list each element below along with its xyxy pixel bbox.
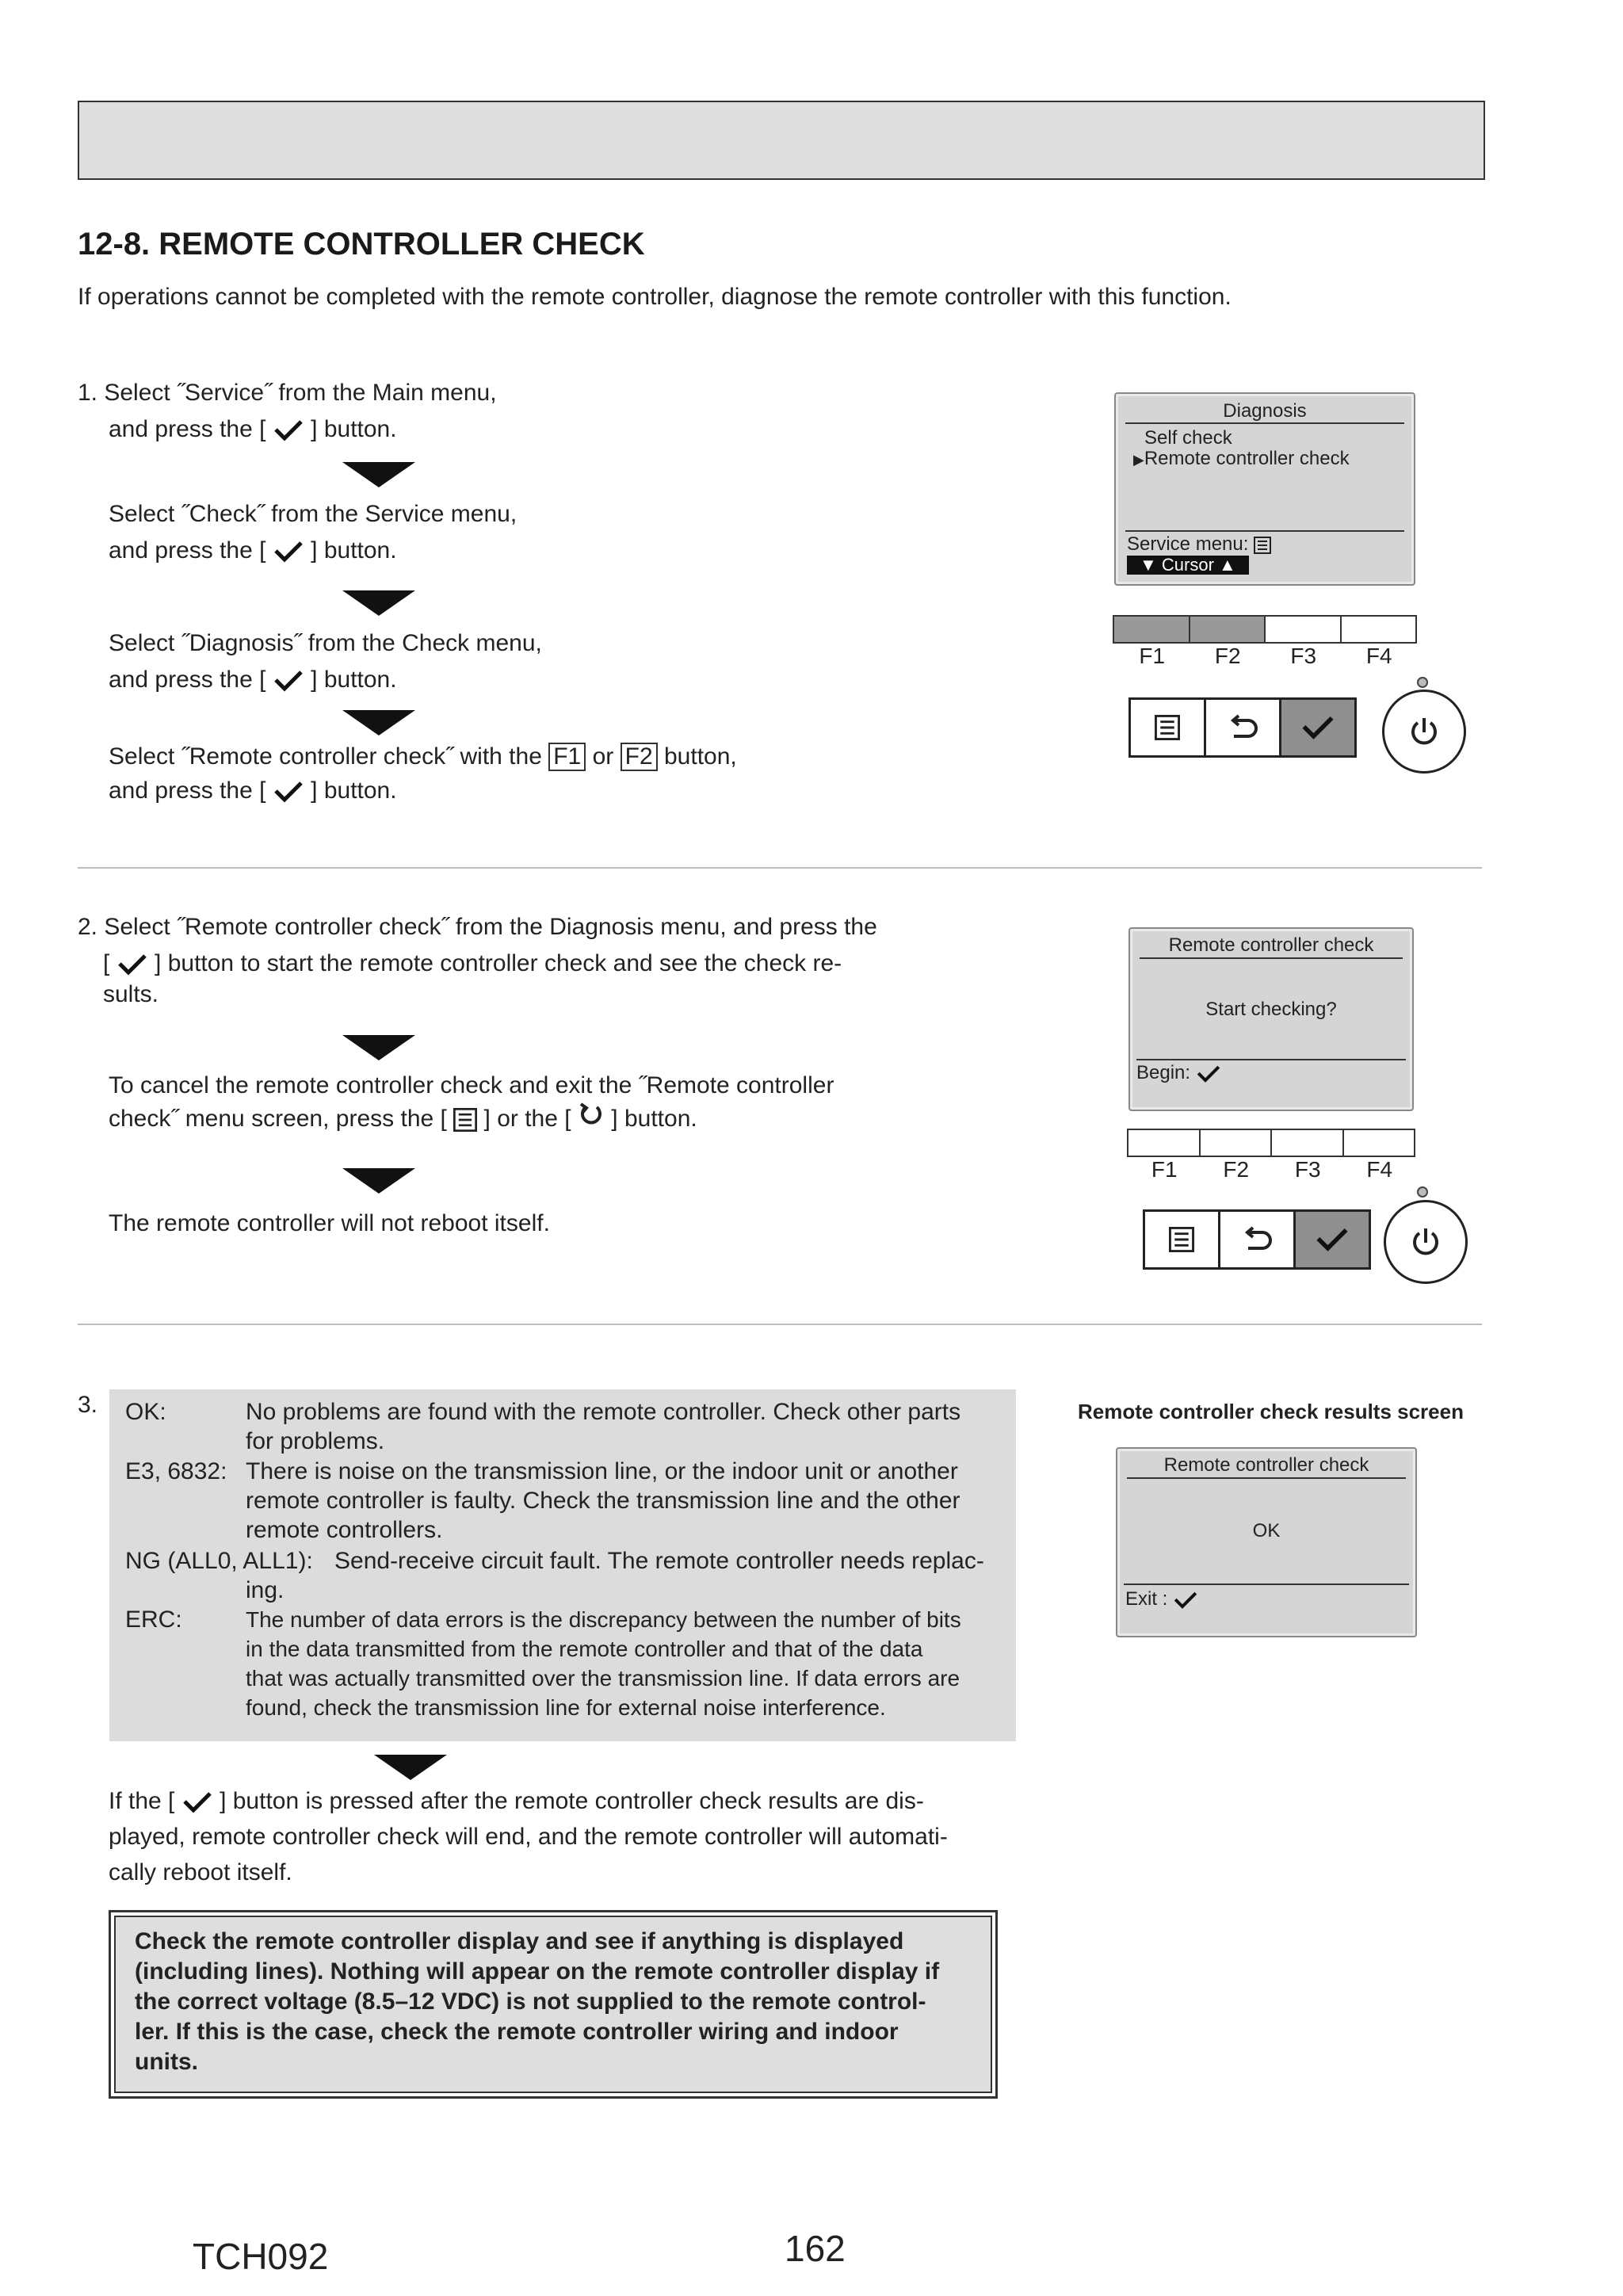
menu-item-remote-controller-check: ▶Remote controller check xyxy=(1133,448,1350,469)
result-code: ERC: xyxy=(125,1606,182,1633)
check-icon xyxy=(273,540,304,563)
f1-key[interactable] xyxy=(1113,615,1190,644)
enter-button[interactable] xyxy=(1293,1209,1371,1270)
warning-text: Check the remote controller display and see if anything is displayed (including lines). Nothing will appear on the remote controller display if the correct voltage (8.5–12 VDC) is not supplied to the remote control- ler. If this is the case, check the remote controller wiring and indoor units. xyxy=(135,1928,940,2075)
step2-line1: 2. Select ˝Remote controller check˝ from the Diagnosis menu, and press the xyxy=(78,914,877,940)
step1-line1: 1. Select ˝Service˝ from the Main menu, xyxy=(78,380,497,406)
power-icon xyxy=(1406,713,1442,750)
step3-number: 3. xyxy=(78,1392,98,1418)
section-intro: If operations cannot be completed with the remote controller, diagnose the remote controller with this function. xyxy=(78,284,1232,310)
power-led xyxy=(1417,1186,1428,1198)
return-button[interactable] xyxy=(1204,697,1281,758)
function-keys-2 xyxy=(1128,1129,1415,1157)
menu-list-icon xyxy=(1169,1227,1194,1252)
result-desc: No problems are found with the remote controller. Check other parts for problems. xyxy=(246,1399,961,1454)
f2-key[interactable] xyxy=(1189,615,1266,644)
f4-key[interactable] xyxy=(1342,1129,1416,1157)
arrow-down-2 xyxy=(342,590,415,616)
step1-line8: and press the [ ] button. xyxy=(109,777,397,804)
menu-button[interactable] xyxy=(1143,1209,1220,1270)
lcd-screen-results xyxy=(1116,1447,1417,1637)
return-icon xyxy=(578,1101,605,1126)
f3-label: F3 xyxy=(1290,644,1317,668)
screen-body: Start checking? xyxy=(1205,999,1337,1020)
f1-key[interactable] xyxy=(1127,1129,1201,1157)
step1-line3: Select ˝Check˝ from the Service menu, xyxy=(109,501,517,527)
f3-key[interactable] xyxy=(1270,1129,1344,1157)
f4-label: F4 xyxy=(1366,1157,1393,1182)
f1-key-label: F1 xyxy=(548,743,586,771)
screen-title: Remote controller check xyxy=(1140,934,1403,959)
power-button[interactable] xyxy=(1384,1200,1468,1284)
step1-line5: Select ˝Diagnosis˝ from the Check menu, xyxy=(109,630,542,656)
f3-label: F3 xyxy=(1294,1157,1321,1182)
check-icon xyxy=(116,953,148,976)
step2-line4: To cancel the remote controller check and exit the ˝Remote controller xyxy=(109,1072,834,1098)
begin-label: Begin: xyxy=(1136,1062,1221,1084)
check-icon xyxy=(273,418,304,442)
check-icon xyxy=(273,780,304,804)
f1-label: F1 xyxy=(1139,644,1166,668)
step2-line5: check˝ menu screen, press the [ ] or the [ ] button. xyxy=(109,1101,697,1137)
result-desc: Send-receive circuit fault. The remote controller needs replac- xyxy=(334,1548,984,1574)
result-desc: The number of data errors is the discrepancy between the number of bits in the data transmitted from the remote controller and that of the data that was actually transmitted over the transmission line. If data errors are found, check the transmission line for external noise interference. xyxy=(246,1607,961,1720)
screen-body: OK xyxy=(1252,1520,1281,1541)
step3-after-line3: cally reboot itself. xyxy=(109,1859,292,1885)
result-code: NG (ALL0, ALL1): xyxy=(125,1548,313,1574)
menu-button[interactable] xyxy=(1128,697,1206,758)
check-results-table: OK: No problems are found with the remote controller. Check other parts for problems. E3, 6832: There is noise on the transmission line, or the indoor unit or another remote controller is faulty. Check the transmission line and the other remote controllers. NG (ALL0, ALL1): Send-receive circuit fault. The remote controller needs replac- ing. ERC: The number of data errors is the discrepancy between the number of bits in the data transmitted from the remote controller and that of the data that was actually transmitted over the transmission line. If data errors are found, check the transmission line for external noise interference. xyxy=(109,1389,1016,1741)
f2-key-label: F2 xyxy=(621,743,658,771)
step3-after-line2: played, remote controller check will end, and the remote controller will automati- xyxy=(109,1824,948,1850)
warning-note xyxy=(109,1910,998,2099)
return-icon xyxy=(1240,1226,1274,1253)
f2-key[interactable] xyxy=(1199,1129,1273,1157)
check-icon xyxy=(1315,1226,1350,1253)
function-keys-1 xyxy=(1114,615,1417,644)
results-screen-caption: Remote controller check results screen xyxy=(1078,1400,1464,1423)
step1-line2: and press the [ ] button. xyxy=(109,416,397,442)
screen-title: Diagnosis xyxy=(1125,400,1404,424)
check-icon xyxy=(1300,714,1335,741)
function-key-labels-2 xyxy=(1128,1157,1415,1182)
result-desc: There is noise on the transmission line, or the indoor unit or another remote controller is faulty. Check the transmission line and the other remote controllers. xyxy=(246,1458,960,1543)
header-bar xyxy=(78,101,1485,180)
divider-1 xyxy=(78,867,1482,869)
cursor-bar: ▼ Cursor ▲ xyxy=(1127,556,1249,575)
step2-line2: [ ] button to start the remote controller check and see the check re- xyxy=(103,950,842,976)
menu-item-self-check: Self check xyxy=(1144,427,1232,449)
section-title: 12-8. REMOTE CONTROLLER CHECK xyxy=(78,227,645,262)
arrow-down-4 xyxy=(342,1035,415,1060)
f2-label: F2 xyxy=(1214,644,1241,668)
check-icon xyxy=(273,669,304,693)
f3-key[interactable] xyxy=(1264,615,1342,644)
divider-2 xyxy=(78,1324,1482,1325)
cursor-down-icon: ▼ xyxy=(1140,555,1157,575)
f1-label: F1 xyxy=(1151,1157,1178,1182)
step3-after-line1: If the [ ] button is pressed after the remote controller check results are dis- xyxy=(109,1788,924,1814)
f4-key[interactable] xyxy=(1340,615,1418,644)
menu-list-icon xyxy=(1254,537,1271,554)
document-code: TCH092 xyxy=(193,2236,329,2277)
power-led xyxy=(1417,677,1428,688)
result-code: E3, 6832: xyxy=(125,1458,227,1484)
button-row-1 xyxy=(1128,697,1354,758)
return-button[interactable] xyxy=(1218,1209,1296,1270)
step2-line6: The remote controller will not reboot itself. xyxy=(109,1210,550,1236)
step2-line3: sults. xyxy=(103,981,159,1007)
check-icon xyxy=(181,1790,213,1814)
page-number: 162 xyxy=(785,2228,846,2269)
service-menu-label: Service menu: xyxy=(1127,533,1271,556)
arrow-down-5 xyxy=(342,1168,415,1194)
result-code: OK: xyxy=(125,1399,166,1425)
cursor-up-icon: ▲ xyxy=(1219,555,1236,575)
exit-label: Exit : xyxy=(1125,1588,1198,1610)
menu-list-icon xyxy=(453,1108,477,1132)
arrow-down-6 xyxy=(374,1755,447,1780)
lcd-screen-diagnosis xyxy=(1114,392,1415,586)
step1-line7: Select ˝Remote controller check˝ with the F1 or F2 button, xyxy=(109,743,737,770)
lcd-screen-check xyxy=(1128,927,1414,1111)
check-icon xyxy=(1196,1064,1221,1083)
f4-label: F4 xyxy=(1365,644,1392,668)
arrow-down-3 xyxy=(342,710,415,735)
cursor-arrow-icon: ▶ xyxy=(1133,452,1144,468)
power-icon xyxy=(1407,1224,1444,1260)
screen-title: Remote controller check xyxy=(1127,1454,1406,1479)
power-button[interactable] xyxy=(1382,690,1466,774)
enter-button[interactable] xyxy=(1279,697,1357,758)
f2-label: F2 xyxy=(1223,1157,1250,1182)
check-icon xyxy=(1173,1591,1198,1610)
function-key-labels-1 xyxy=(1114,644,1417,669)
button-row-2 xyxy=(1143,1209,1369,1270)
arrow-down-1 xyxy=(342,462,415,487)
step1-line4: and press the [ ] button. xyxy=(109,537,397,563)
step1-line6: and press the [ ] button. xyxy=(109,667,397,693)
menu-list-icon xyxy=(1155,715,1180,740)
return-icon xyxy=(1226,714,1259,741)
